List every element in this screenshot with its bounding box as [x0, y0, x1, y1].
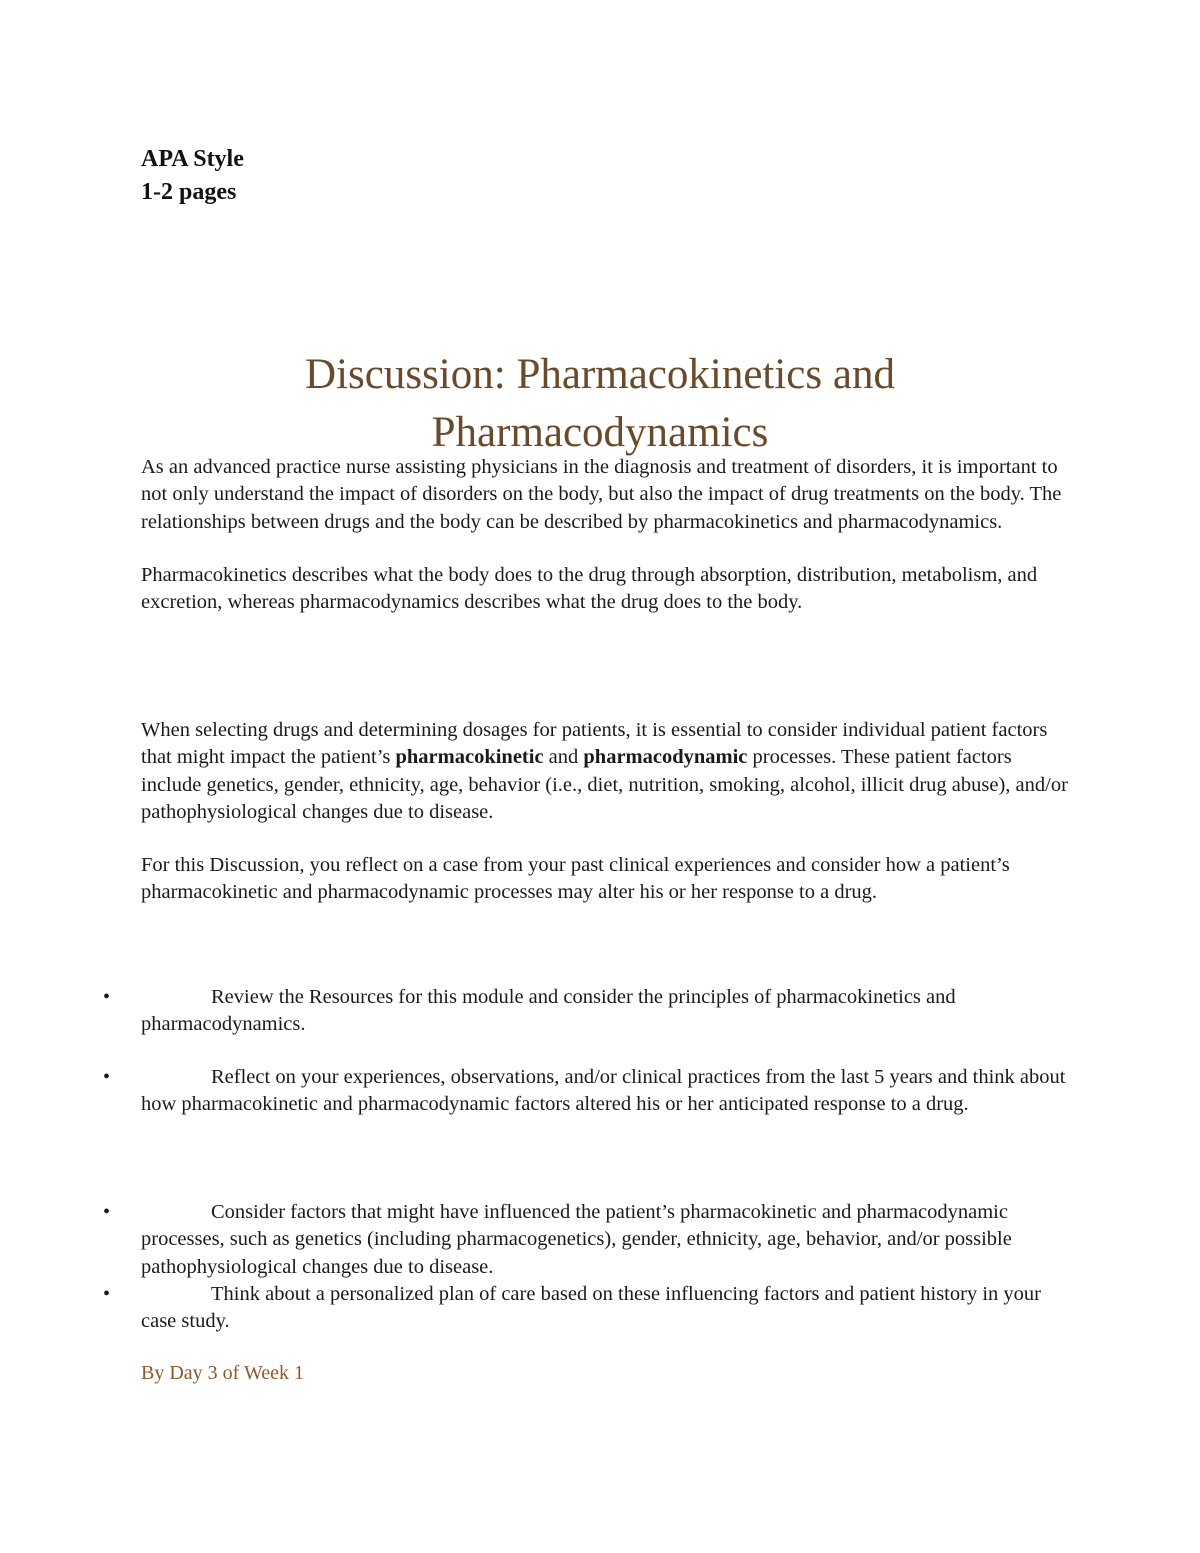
title-line-2: Pharmacodynamics [431, 409, 769, 456]
page-length-label: 1-2 pages [141, 179, 237, 205]
list-item-text: Consider factors that might have influenced the patient’s pharmacokinetic and pharmacodynamic processes, such as genetics (including pharmacogenetics), gender, ethnicity, age, behavior, and/or possible pathophysiological changes due to disease. [141, 1201, 1012, 1278]
title-line-1: Discussion: Pharmacokinetics and [305, 351, 895, 398]
pharmacokinetics-definition-paragraph: Pharmacokinetics describes what the body does to the drug through absorption, distribution, metabolism, and excretion, whereas pharmacodynamics describes what the drug does to the body. [141, 564, 1038, 614]
pharmacodynamic-bold-term: pharmacodynamic [583, 746, 748, 769]
intro-paragraph: As an advanced practice nurse assisting physicians in the diagnosis and treatment of disorders, it is important to not only understand the impact of disorders on the body, but also the impact of drug treatments on the body. The relationships between drugs and the body can be described by pharmacokinetics and pharmacodynamics. [141, 456, 1062, 533]
list-item [103, 1064, 1071, 1119]
bullet-icon: • [103, 1283, 111, 1305]
apa-style-label: APA Style [141, 146, 244, 172]
patient-factors-text-end: processes. These patient factors include genetics, gender, ethnicity, age, behavior (i.e., diet, nutrition, smoking, alcohol, illicit drug abuse), and/or pathophysiological changes due to disease. [141, 746, 1068, 823]
pharmacokinetic-bold-term: pharmacokinetic [395, 746, 544, 769]
bullet-icon: • [103, 1201, 111, 1223]
patient-factors-text-start: When selecting drugs and determining dosages for patients, it is essential to consider individual patient factors that might impact the patient’s [141, 719, 1048, 769]
patient-factors-paragraph [141, 717, 1071, 826]
list-item-text: Think about a personalized plan of care based on these influencing factors and patient history in your case study. [141, 1283, 1041, 1333]
list-item [103, 1199, 1071, 1281]
page-title [0, 346, 1200, 462]
list-item-text: Review the Resources for this module and consider the principles of pharmacokinetics and pharmacodynamics. [141, 986, 956, 1036]
list-item [103, 984, 1071, 1039]
deadline-note: By Day 3 of Week 1 [141, 1362, 304, 1384]
discussion-instructions-paragraph: For this Discussion, you reflect on a case from your past clinical experiences and consider how a patient’s pharmacokinetic and pharmacodynamic processes may alter his or her response to a drug. [141, 854, 1010, 904]
bullet-icon: • [103, 1066, 111, 1088]
assignment-header [141, 143, 244, 209]
list-item [103, 1281, 1071, 1336]
bullet-icon: • [103, 986, 111, 1008]
patient-factors-text-mid: and [543, 746, 584, 769]
list-item-text: Reflect on your experiences, observations, and/or clinical practices from the last 5 years and think about how pharmacokinetic and pharmacodynamic factors altered his or her anticipated response to a drug. [141, 1066, 1066, 1116]
